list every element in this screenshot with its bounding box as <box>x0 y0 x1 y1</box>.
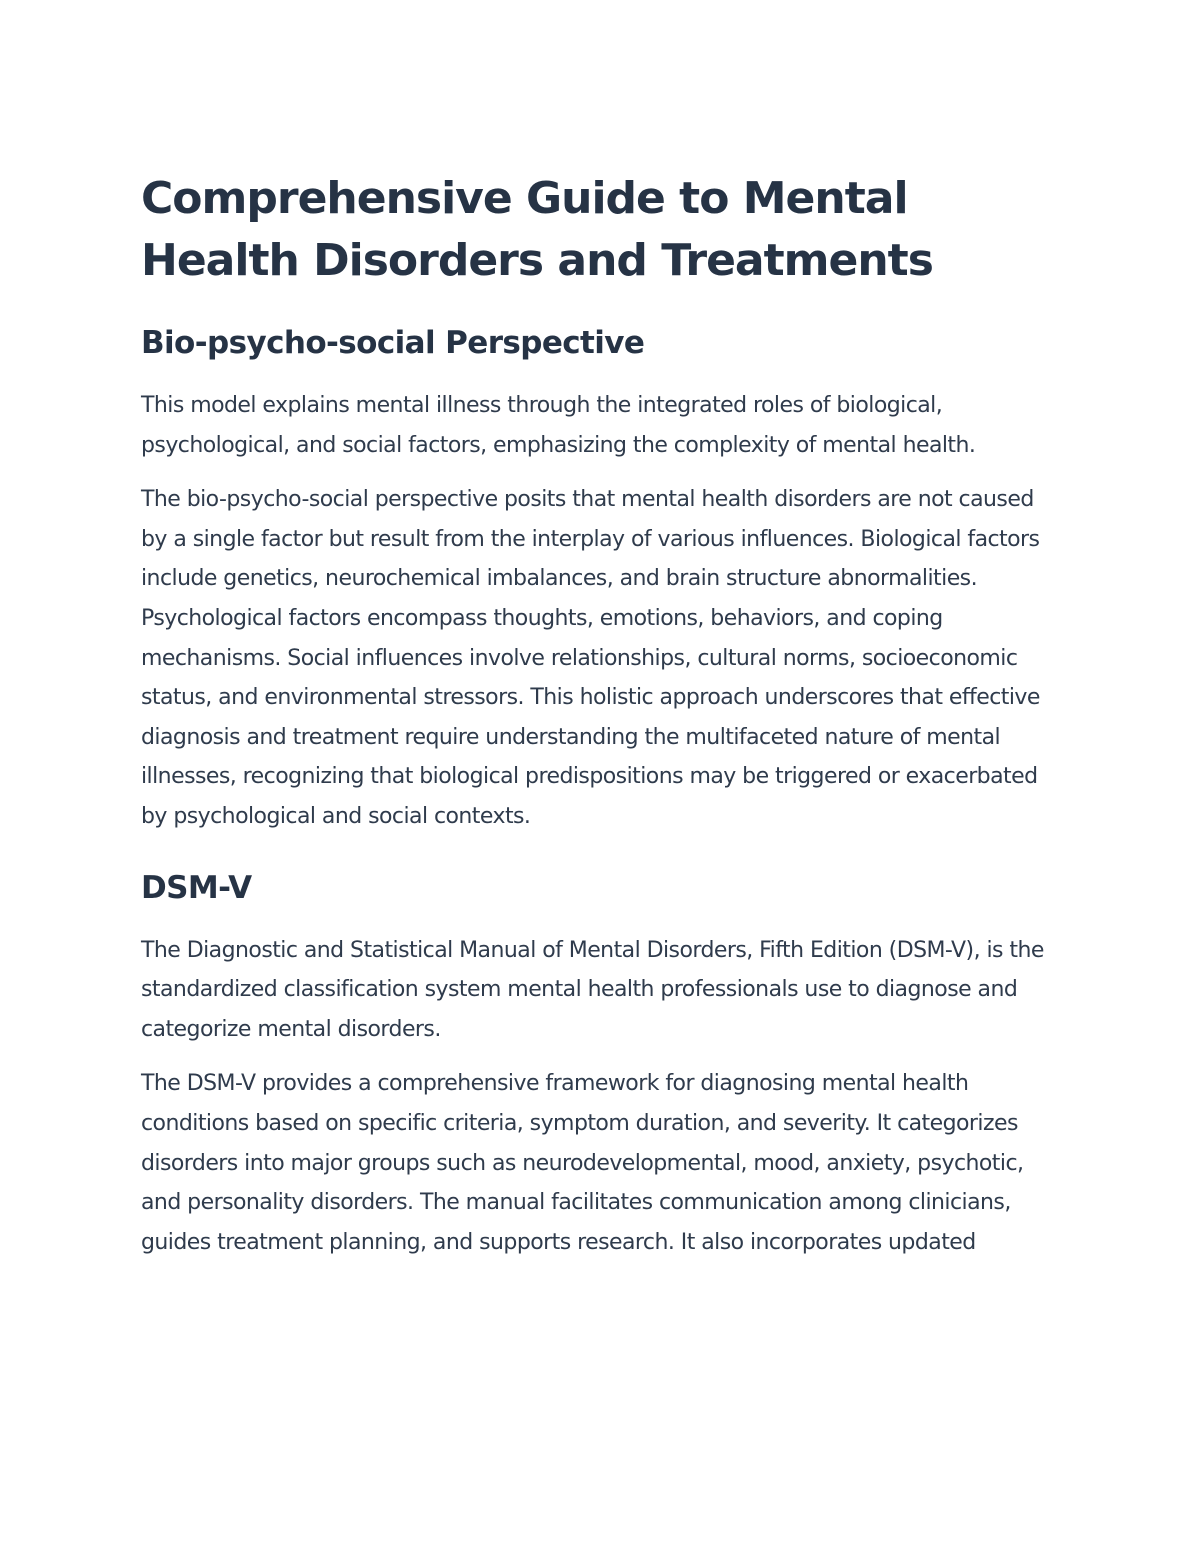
section-body: The bio-psycho-social perspective posits that mental health disorders are not caused by a single factor but result from the interplay of various influences. Biological factors include genetics, neurochemical imbalances, and brain structure abnormalities. Psychological factors encompass thoughts, emotions, behaviors, and coping mechanisms. Social influences involve relationships, cultural norms, socioeconomic status, and environmental stressors. This holistic approach underscores that effective diagnosis and treatment require understanding the multifaceted nature of mental illnesses, recognizing that biological predispositions may be triggered or exacerbated by psychological and social contexts. <box>141 487 1040 829</box>
section-heading: DSM-V <box>141 869 252 906</box>
section-heading: Bio-psycho-social Perspective <box>141 325 645 361</box>
section-summary: The Diagnostic and Statistical Manual of Mental Disorders, Fifth Edition (DSM-V), is the standardized classification system mental health professionals use to diagnose and categorize mental disorders. <box>141 937 1044 1042</box>
document-page <box>141 168 1066 1262</box>
document-title: Comprehensive Guide to Mental Health Disorders and Treatments <box>141 173 933 286</box>
section-body: The DSM-V provides a comprehensive framework for diagnosing mental health conditions based on specific criteria, symptom duration, and severity. It categorizes disorders into major groups such as neurodevelopmental, mood, anxiety, psychotic, and personality disorders. The manual facilitates communication among clinicians, guides treatment planning, and supports research. It also incorporates updated <box>141 1071 1024 1255</box>
section-dsm-v <box>141 868 1066 1263</box>
section-summary: This model explains mental illness through the integrated roles of biological, psychological, and social factors, emphasizing the complexity of mental health. <box>141 393 976 458</box>
section-bio-psycho-social <box>141 323 1066 837</box>
